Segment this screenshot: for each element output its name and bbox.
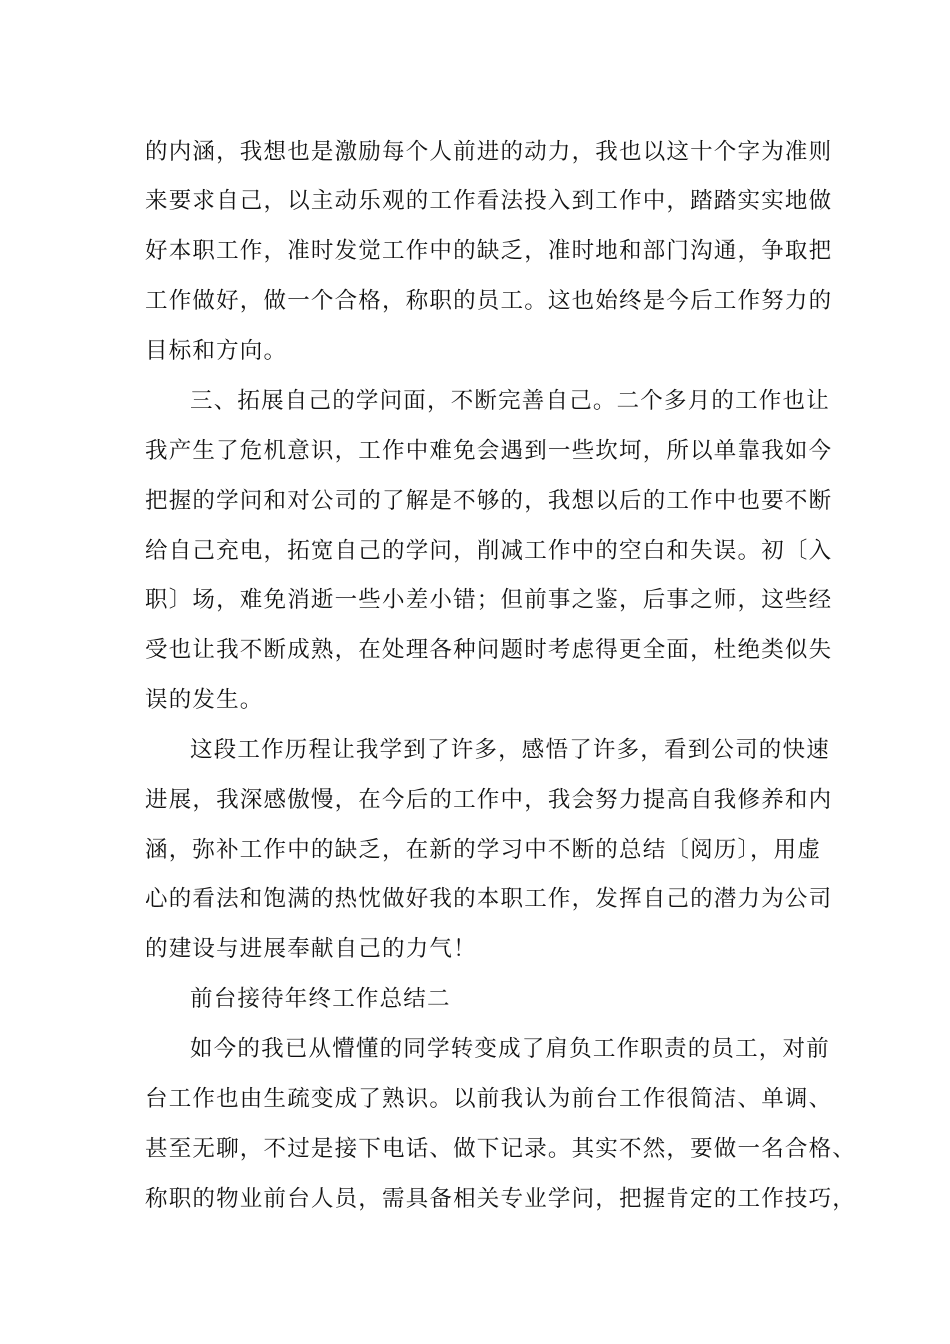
text-line: 职〕场，难免消逝一些小差小错；但前事之鉴，后事之师，这些经 [145, 587, 833, 613]
text-line: 涵，弥补工作中的缺乏，在新的学习中不断的总结〔阅历〕，用虚 [145, 837, 822, 863]
text-line: 我产生了危机意识，工作中难免会遇到一些坎坷，所以单靠我如今 [145, 438, 833, 464]
text-line: 的内涵，我想也是激励每个人前进的动力，我也以这十个字为准则 [145, 139, 833, 165]
text-line: 台工作也由生疏变成了熟识。以前我认为前台工作很简洁、单调、 [145, 1086, 833, 1112]
text-line: 给自己充电，拓宽自己的学问，削减工作中的空白和失误。初〔入 [145, 538, 833, 564]
text-line: 进展，我深感傲慢，在今后的工作中，我会努力提高自我修养和内 [145, 787, 833, 813]
text-line: 甚至无聊，不过是接下电话、做下记录。其实不然，要做一名合格、 [145, 1136, 857, 1162]
paragraph-start-line: 这段工作历程让我学到了许多，感悟了许多，看到公司的快速 [190, 737, 830, 763]
paragraph-start-line: 如今的我已从懵懂的同学转变成了肩负工作职责的员工，对前 [190, 1036, 830, 1062]
paragraph-start-line: 三、拓展自己的学问面，不断完善自己。二个多月的工作也让 [190, 388, 830, 414]
text-line: 好本职工作，准时发觉工作中的缺乏，准时地和部门沟通，争取把 [145, 238, 833, 264]
text-line: 称职的物业前台人员，需具备相关专业学问，把握肯定的工作技巧， [145, 1186, 857, 1212]
text-line: 的建设与进展奉献自己的力气！ [145, 936, 477, 962]
text-line: 把握的学问和对公司的了解是不够的，我想以后的工作中也要不断 [145, 488, 833, 514]
text-line: 心的看法和饱满的热忱做好我的本职工作，发挥自己的潜力为公司 [145, 886, 833, 912]
text-line: 受也让我不断成熟，在处理各种问题时考虑得更全面，杜绝类似失 [145, 637, 833, 663]
text-line: 来要求自己，以主动乐观的工作看法投入到工作中，踏踏实实地做 [145, 188, 833, 214]
text-line: 误的发生。 [145, 687, 264, 713]
text-line: 目标和方向。 [145, 338, 288, 364]
text-line: 工作做好，做一个合格，称职的员工。这也始终是今后工作努力的 [145, 288, 833, 314]
section-heading: 前台接待年终工作总结二 [190, 986, 451, 1012]
